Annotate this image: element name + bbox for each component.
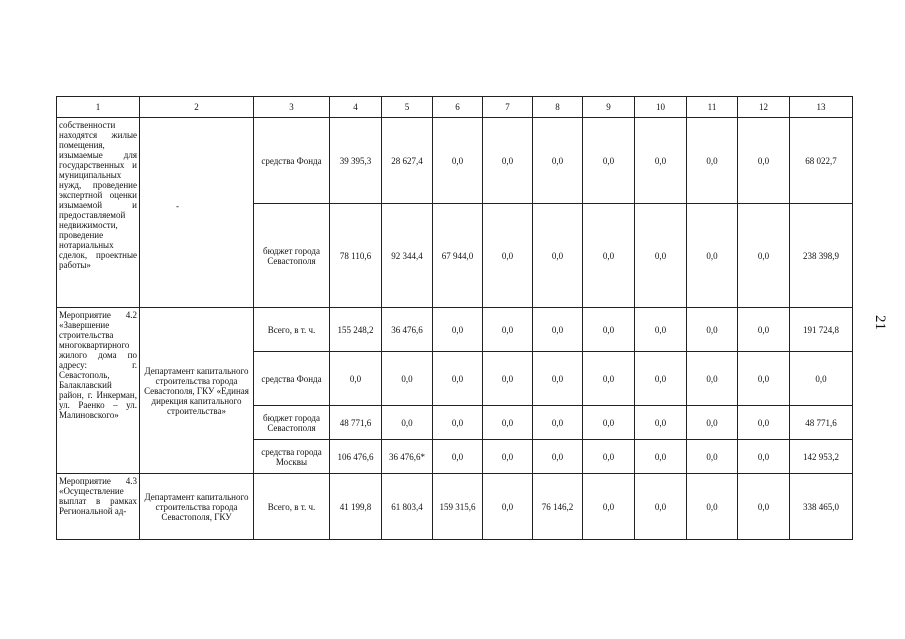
value-cell: 0,0: [738, 440, 790, 474]
table-row: [57, 308, 853, 352]
measure-description: собственности находятся жилые помещения, изымаемые для государственных и муниципальных нужд, проведение экспертной оценки изымаемой и предоставляемой недвижимости, проведение нотариальных сделок, проектные работы»: [57, 118, 140, 308]
value-cell: 0,0: [533, 204, 583, 308]
value-cell: 106 476,6: [330, 440, 382, 474]
value-cell: 191 724,8: [790, 308, 853, 352]
value-cell: 39 395,3: [330, 118, 382, 204]
header-row: [57, 97, 853, 118]
table-row: [57, 118, 853, 204]
value-cell: 0,0: [433, 406, 483, 440]
value-cell: 0,0: [433, 352, 483, 406]
value-cell: 36 476,6*: [382, 440, 433, 474]
measure-description: Мероприятие 4.3 «Осуществление выплат в рамках Региональной ад-: [57, 474, 140, 540]
value-cell: 0,0: [382, 352, 433, 406]
value-cell: 0,0: [330, 352, 382, 406]
col-header: 8: [533, 97, 583, 118]
value-cell: 0,0: [483, 308, 533, 352]
col-header: 7: [483, 97, 533, 118]
value-cell: 0,0: [738, 474, 790, 540]
funding-source: средства Фонда: [254, 118, 330, 204]
col-header: 12: [738, 97, 790, 118]
value-cell: 0,0: [635, 440, 687, 474]
value-cell: 0,0: [738, 352, 790, 406]
value-cell: 0,0: [533, 352, 583, 406]
col-header: 6: [433, 97, 483, 118]
value-cell: 0,0: [483, 440, 533, 474]
value-cell: 78 110,6: [330, 204, 382, 308]
value-cell: 76 146,2: [533, 474, 583, 540]
value-cell: 0,0: [583, 406, 635, 440]
col-header: 11: [687, 97, 738, 118]
value-cell: 238 398,9: [790, 204, 853, 308]
value-cell: 28 627,4: [382, 118, 433, 204]
value-cell: 0,0: [533, 440, 583, 474]
col-header: 1: [57, 97, 140, 118]
value-cell: 0,0: [433, 118, 483, 204]
value-cell: 48 771,6: [330, 406, 382, 440]
value-cell: 0,0: [533, 406, 583, 440]
value-cell: 0,0: [790, 352, 853, 406]
executor-cell: [140, 118, 254, 308]
stray-mark: -: [176, 201, 179, 211]
measure-description: Мероприятие 4.2 «Завершение строительства многоквартирного жилого дома по адресу: г. Севастополь, Балаклавский район, г. Инкерман, ул. Раенко – ул. Малиновского»: [57, 308, 140, 474]
funding-source: средства Фонда: [254, 352, 330, 406]
funding-source: Всего, в т. ч.: [254, 474, 330, 540]
executor-cell: Департамент капитального строительства города Севастополя, ГКУ «Единая дирекция капитального строительства»: [140, 308, 254, 474]
value-cell: 67 944,0: [433, 204, 483, 308]
value-cell: 0,0: [635, 118, 687, 204]
col-header: 4: [330, 97, 382, 118]
value-cell: 0,0: [483, 474, 533, 540]
value-cell: 0,0: [583, 118, 635, 204]
budget-table: [56, 96, 853, 540]
value-cell: 155 248,2: [330, 308, 382, 352]
funding-source: Всего, в т. ч.: [254, 308, 330, 352]
value-cell: 0,0: [687, 118, 738, 204]
value-cell: 0,0: [483, 118, 533, 204]
value-cell: 0,0: [433, 440, 483, 474]
col-header: 2: [140, 97, 254, 118]
value-cell: 0,0: [583, 308, 635, 352]
value-cell: 0,0: [382, 406, 433, 440]
table-row: [57, 474, 853, 540]
value-cell: 48 771,6: [790, 406, 853, 440]
col-header: 13: [790, 97, 853, 118]
value-cell: 0,0: [635, 406, 687, 440]
value-cell: 41 199,8: [330, 474, 382, 540]
value-cell: 0,0: [583, 204, 635, 308]
value-cell: 0,0: [483, 352, 533, 406]
value-cell: 0,0: [583, 474, 635, 540]
value-cell: 0,0: [583, 352, 635, 406]
value-cell: 0,0: [687, 204, 738, 308]
executor-cell: Департамент капитального строительства города Севастополя, ГКУ: [140, 474, 254, 540]
funding-source: бюджет города Севастополя: [254, 204, 330, 308]
value-cell: 0,0: [483, 204, 533, 308]
col-header: 10: [635, 97, 687, 118]
funding-source: средства города Москвы: [254, 440, 330, 474]
value-cell: 0,0: [533, 308, 583, 352]
page-number: 21: [872, 315, 888, 330]
value-cell: 0,0: [687, 352, 738, 406]
value-cell: 0,0: [738, 406, 790, 440]
value-cell: 0,0: [635, 474, 687, 540]
value-cell: 92 344,4: [382, 204, 433, 308]
value-cell: 0,0: [635, 352, 687, 406]
value-cell: 0,0: [687, 440, 738, 474]
value-cell: 0,0: [687, 308, 738, 352]
value-cell: 0,0: [635, 308, 687, 352]
value-cell: 338 465,0: [790, 474, 853, 540]
value-cell: 0,0: [687, 406, 738, 440]
funding-source: бюджет города Севастополя: [254, 406, 330, 440]
value-cell: 0,0: [433, 308, 483, 352]
value-cell: 0,0: [483, 406, 533, 440]
value-cell: 0,0: [687, 474, 738, 540]
value-cell: 0,0: [583, 440, 635, 474]
col-header: 9: [583, 97, 635, 118]
value-cell: 159 315,6: [433, 474, 483, 540]
value-cell: 0,0: [738, 308, 790, 352]
value-cell: 68 022,7: [790, 118, 853, 204]
value-cell: 142 953,2: [790, 440, 853, 474]
value-cell: 0,0: [533, 118, 583, 204]
value-cell: 0,0: [635, 204, 687, 308]
value-cell: 0,0: [738, 118, 790, 204]
value-cell: 0,0: [738, 204, 790, 308]
col-header: 3: [254, 97, 330, 118]
value-cell: 61 803,4: [382, 474, 433, 540]
value-cell: 36 476,6: [382, 308, 433, 352]
col-header: 5: [382, 97, 433, 118]
